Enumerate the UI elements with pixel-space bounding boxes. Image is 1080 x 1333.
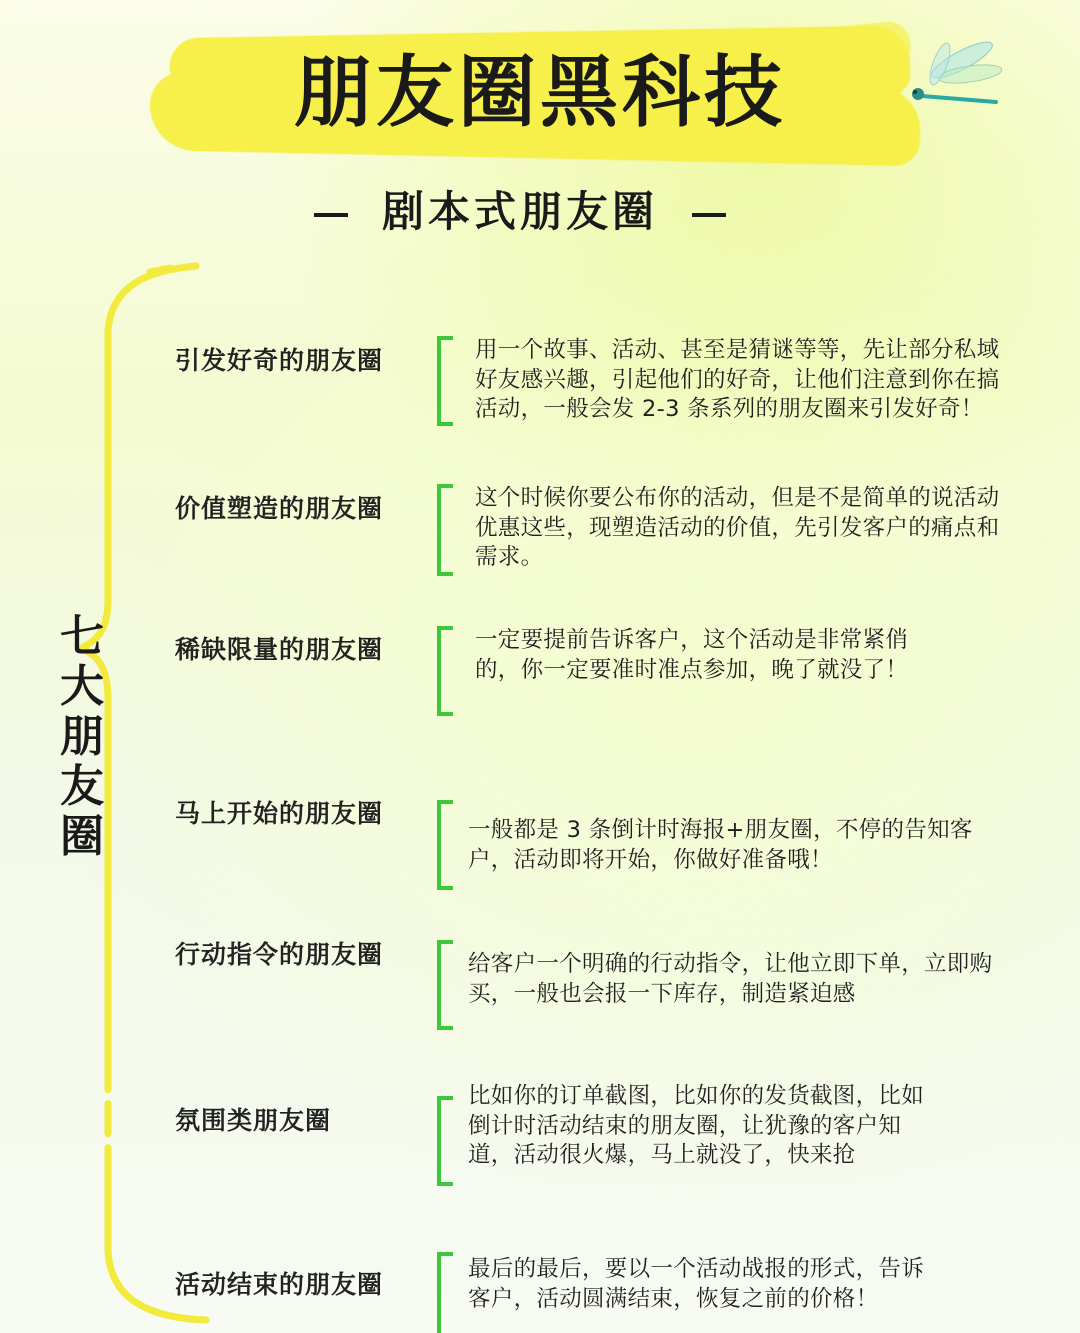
green-bracket — [437, 800, 453, 890]
item-description: 一定要提前告诉客户，这个活动是非常紧俏的，你一定要准时准点参加，晚了就没了！ — [475, 627, 909, 683]
dragonfly-icon — [900, 38, 1010, 118]
vertical-char: 七 — [60, 611, 104, 662]
item-title: 稀缺限量的朋友圈 — [175, 635, 384, 664]
item-description: 最后的最后，要以一个活动战报的形式，告诉客户，活动圆满结束，恢复之前的价格！ — [468, 1256, 925, 1312]
title-banner — [150, 22, 930, 172]
page-title: 朋友圈黑科技 — [293, 48, 786, 138]
item-description: 用一个故事、活动、甚至是猜谜等等，先让部分私域好友感兴趣，引起他们的好奇，让他们注意到你在搞活动，一般会发 2-3 条系列的朋友圈来引发好奇！ — [475, 337, 1000, 422]
item-description: 这个时候你要公布你的活动，但是不是简单的说活动优惠这些，现塑造活动的价值，先引发客户的痛点和需求。 — [475, 485, 1000, 570]
vertical-char: 友 — [60, 761, 104, 812]
vertical-char: 大 — [60, 661, 104, 712]
green-bracket — [437, 336, 453, 426]
vertical-char: 朋 — [60, 711, 104, 762]
item-title: 马上开始的朋友圈 — [175, 799, 384, 828]
green-bracket — [437, 1252, 453, 1333]
right-dash — [692, 213, 726, 217]
subtitle — [0, 182, 1040, 242]
item-title: 氛围类朋友圈 — [175, 1106, 332, 1135]
item-title: 行动指令的朋友圈 — [175, 940, 384, 969]
item-description: 比如你的订单截图，比如你的发货截图，比如倒计时活动结束的朋友圈，让犹豫的客户知道，活动很火爆，马上就没了，快来抢 — [468, 1083, 925, 1168]
green-bracket — [437, 1096, 453, 1186]
vertical-label — [56, 612, 108, 862]
vertical-char: 圈 — [60, 811, 104, 862]
item-description: 一般都是 3 条倒计时海报+朋友圈，不停的告知客户，活动即将开始，你做好准备哦！ — [468, 817, 973, 873]
green-bracket — [437, 626, 453, 716]
item-title: 价值塑造的朋友圈 — [175, 494, 384, 523]
left-dash — [314, 213, 348, 217]
green-bracket — [437, 940, 453, 1030]
subtitle-text: 剧本式朋友圈 — [381, 187, 658, 236]
item-description: 给客户一个明确的行动指令，让他立即下单，立即购买，一般也会报一下库存，制造紧迫感 — [468, 951, 993, 1007]
green-bracket — [437, 484, 453, 576]
item-title: 引发好奇的朋友圈 — [175, 346, 384, 375]
item-title: 活动结束的朋友圈 — [175, 1270, 384, 1299]
